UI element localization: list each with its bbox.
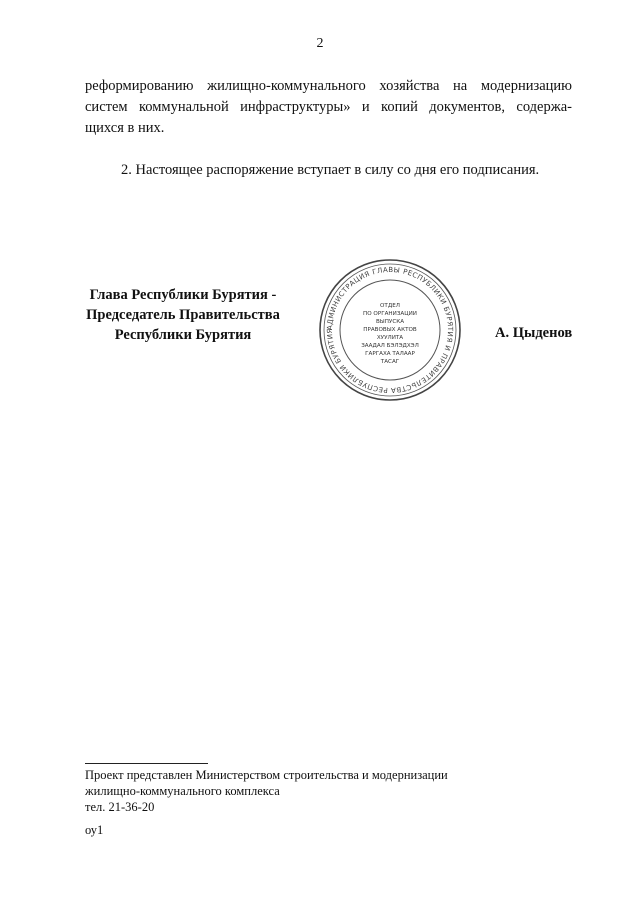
seal-outer-text: АДМИНИСТРАЦИЯ ГЛАВЫ РЕСПУБЛИКИ БУРЯТИЯ И ПРАВИТЕЛЬСТВА РЕСПУБЛИКИ БУРЯТИЯ: [325, 265, 455, 395]
seal-center-line: ГАРГАХА ТАЛААР: [365, 351, 415, 357]
signatory-title-line: Республики Бурятия: [114, 327, 252, 343]
seal-center-line: ПРАВОВЫХ АКТОВ: [363, 327, 417, 333]
footnote-phone: тел. 21-36-20: [85, 800, 155, 814]
seal-center-line: ТАСАГ: [380, 359, 400, 365]
paragraph-effective-date: 2. Настоящее распоряжение вступает в силу со дня его подписания.: [121, 162, 540, 178]
paragraph-line: систем коммунальной инфраструктуры» и копий документов, содержа-: [85, 99, 572, 115]
page-number: 2: [316, 36, 324, 51]
seal-center-line: ОТДЕЛ: [380, 303, 400, 309]
seal-center-line: ВЫПУСКА: [375, 319, 405, 325]
seal-center-line: ПО ОРГАНИЗАЦИИ: [363, 311, 417, 317]
signatory-title-line: Председатель Правительства: [86, 307, 280, 323]
footnote-line: Проект представлен Министерством строительства и модернизации: [85, 768, 448, 782]
paragraph-line: щихся в них.: [85, 120, 165, 136]
footnote-line: жилищно-коммунального комплекса: [85, 784, 280, 798]
signatory-title: [78, 285, 288, 345]
paragraph-continuation: [85, 76, 572, 139]
signatory-title-line: Глава Республики Бурятия -: [89, 287, 277, 303]
signer-name: А. Цыденов: [495, 325, 573, 341]
footnote-divider: [85, 763, 208, 764]
document-code: оу1: [85, 823, 104, 837]
seal-center-line: ЗААДАЛ БЭЛЭДХЭЛ: [361, 343, 419, 349]
footnote: [85, 767, 448, 815]
paragraph-line: реформированию жилищно-коммунального хозяйства на модернизацию: [85, 78, 572, 94]
seal-center-line: ХУУЛИТА: [376, 335, 404, 341]
official-seal-stamp: [318, 258, 462, 402]
